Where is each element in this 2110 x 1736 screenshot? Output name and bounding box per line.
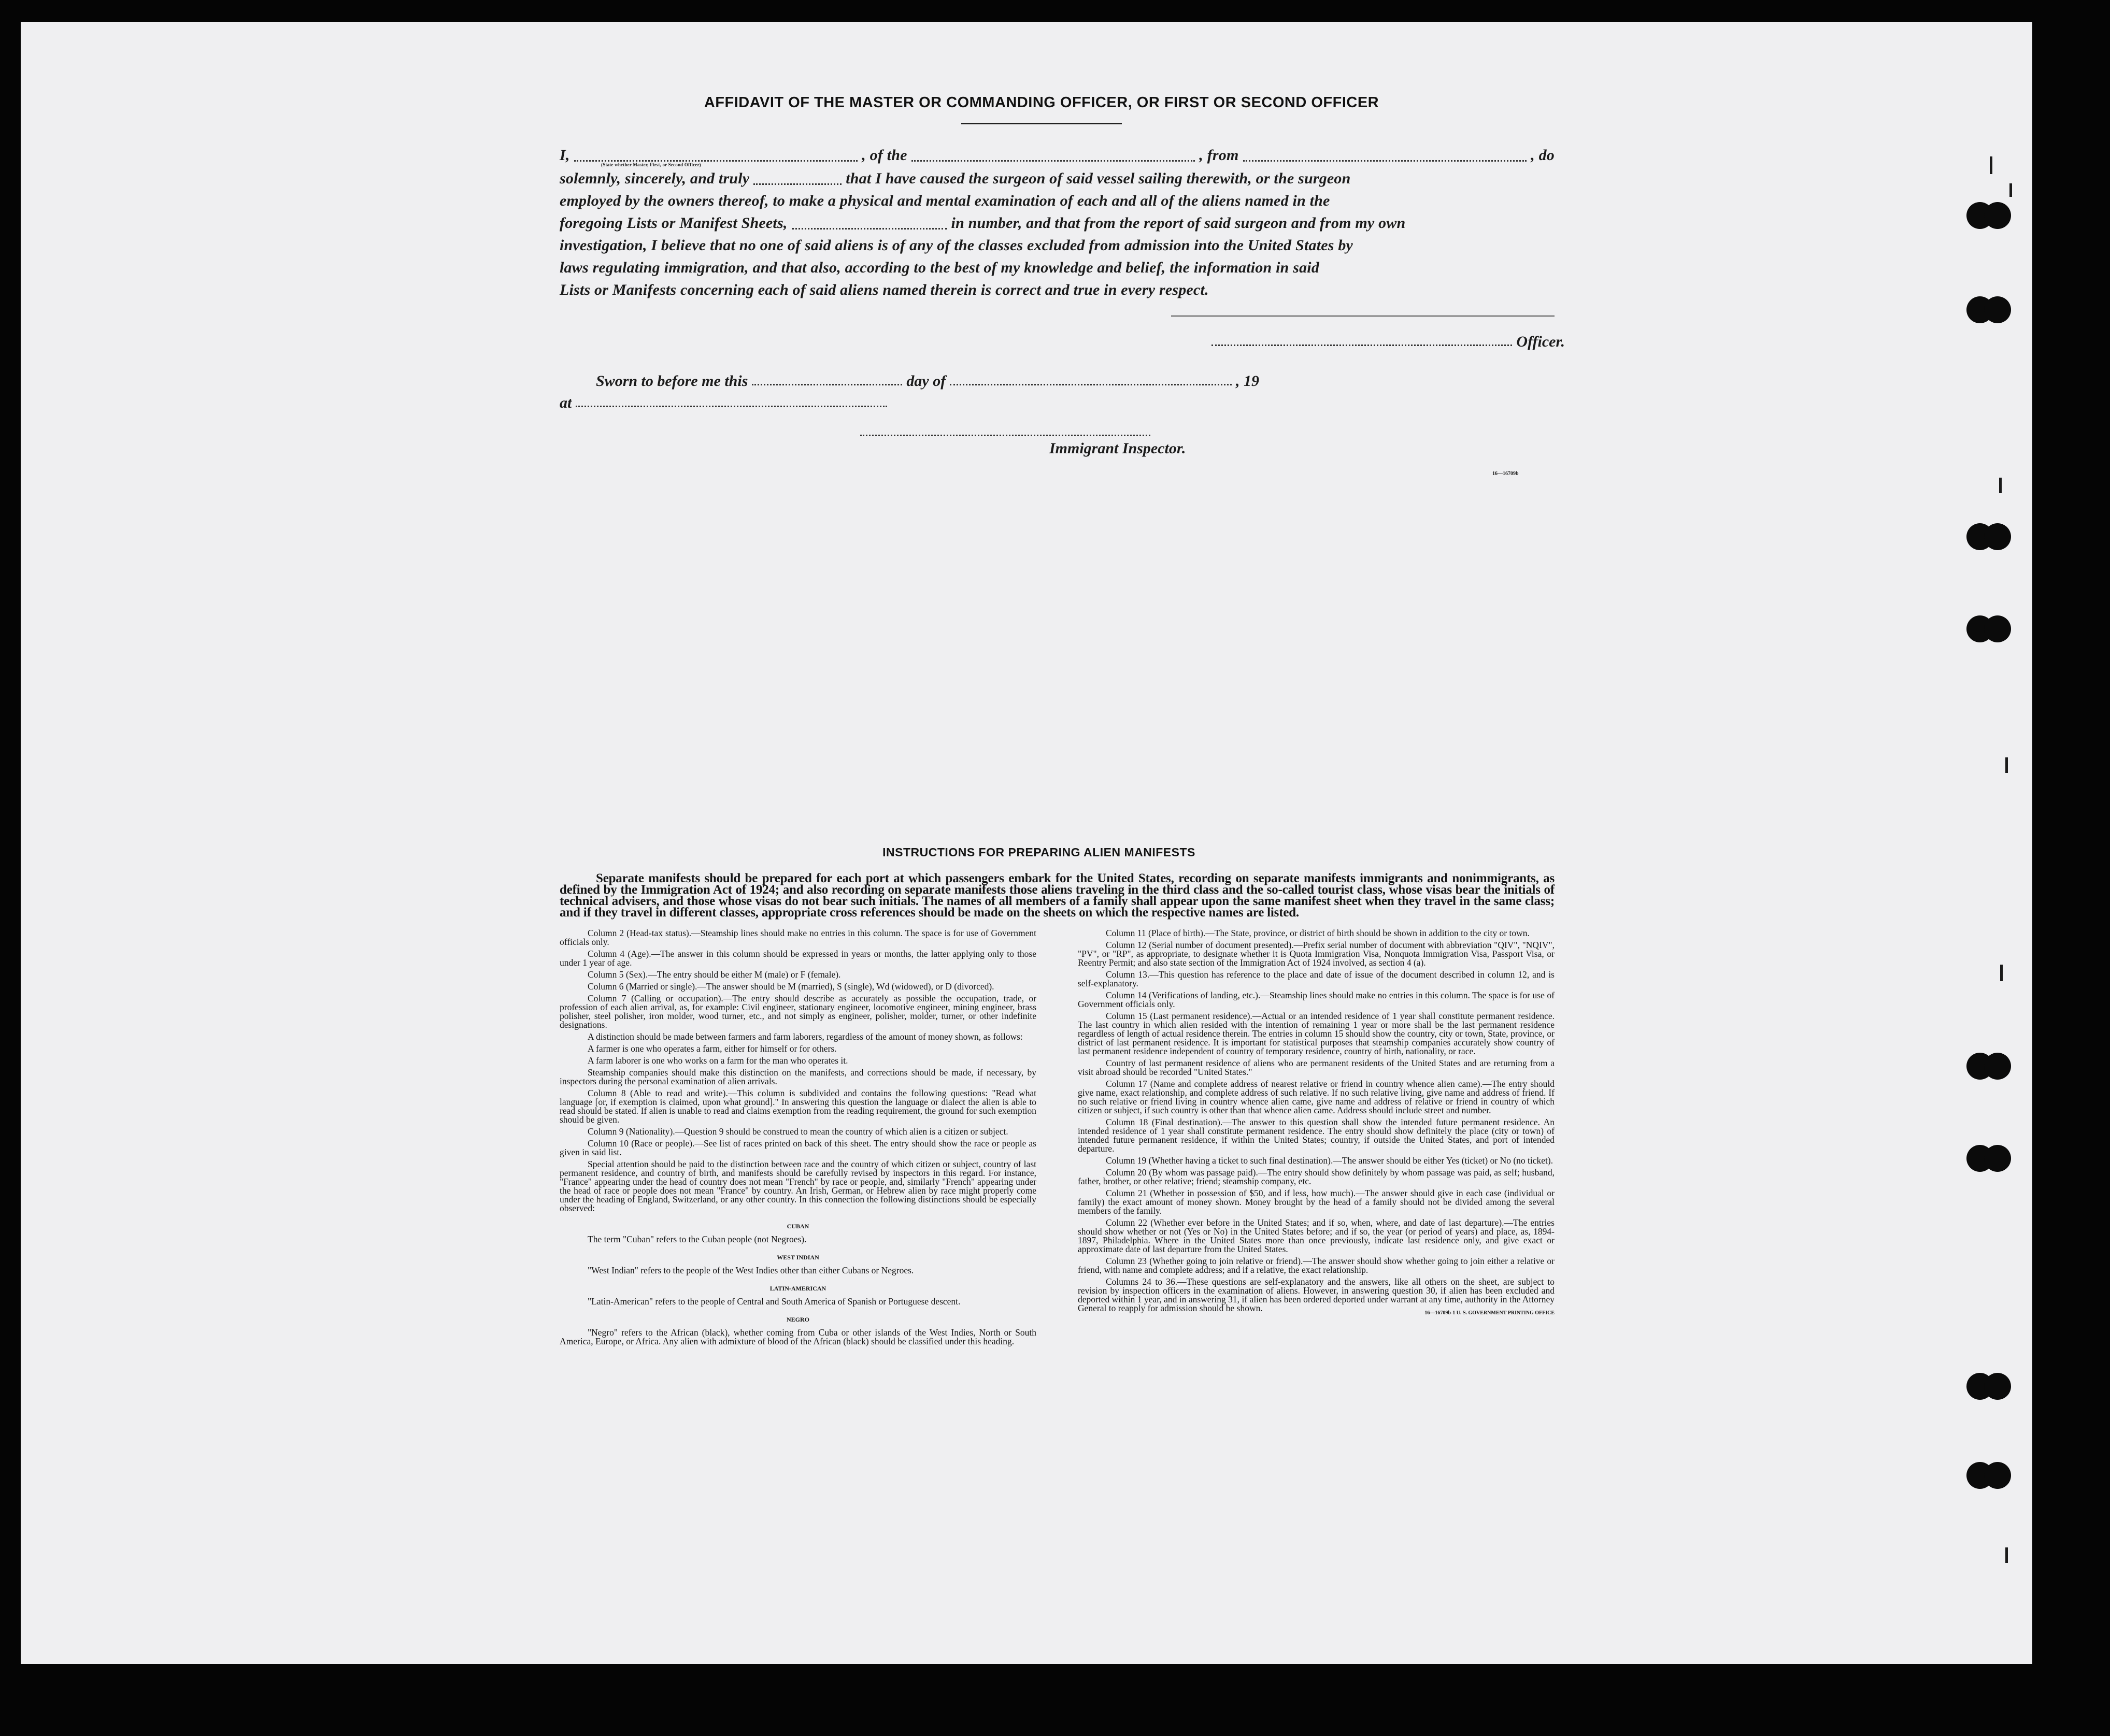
oath-form-field[interactable]	[753, 183, 842, 185]
inspector-signature-field[interactable]	[860, 435, 1150, 436]
signature-block	[560, 301, 1565, 477]
sworn-month-field[interactable]	[950, 384, 1232, 385]
instruction-paragraph: Column 15 (Last permanent residence).—Actual or an intended residence of 1 year shall constitute permanent residence. The last country in which alien resided with the intention of remaining 1 year or more shall be the last permanent residence regardless of length of actual residence therein. The entries in column 15 should show the country, city or town, State, province, or district of last permanent residence. It is important for statistical purposes that steamship companies accurately show country of last permanent residence independent of country of temporary residence, country of birth, nationality, or race.	[1078, 1011, 1555, 1056]
affidavit-line-6: laws regulating immigration, and that also, according to the best of my knowledge and belief, the information in said	[560, 259, 1320, 276]
sworn-label: Sworn to before me this	[596, 372, 748, 390]
year-label: , 19	[1236, 372, 1259, 390]
place-line	[560, 394, 891, 412]
instructions-title: INSTRUCTIONS FOR PREPARING ALIEN MANIFESTS	[882, 845, 1195, 859]
affidavit-body	[560, 144, 1555, 301]
title-rule	[961, 123, 1122, 124]
signature-line[interactable]	[1171, 315, 1555, 317]
instruction-paragraph: Column 20 (By whom was passage paid).—The entry should show definitely by whom passage was paid, as self; husband, father, brother, or other relative; friend; steamship company, etc.	[1078, 1167, 1555, 1186]
instruction-paragraph: Column 8 (Able to read and write).—This column is subdivided and contains the following questions: "Read what language [or, if exemption is claimed, upon what ground]." In answering this question the language or dialect the alien is able to read should be stated. If alien is unable to read and claims exemption from the reading requirement, the ground for such exemption should be given.	[560, 1088, 1036, 1125]
instruction-paragraph: Column 4 (Age).—The answer in this column should be expressed in years or months, the latter applying only to those under 1 year of age.	[560, 949, 1036, 968]
affidavit-text: I,	[560, 147, 570, 164]
instruction-paragraph: Column 7 (Calling or occupation).—The entry should describe as accurately as possible the occupation, trade, or profession of each alien arrival, as, for example: Civil engineer, stationary engineer, locomotive engineer, mining engineer, brass polisher, steel polisher, iron molder, wood turner, etc., and not simply as engineer, polisher, molder, turner, or other indefinite designations.	[560, 993, 1036, 1030]
instruction-paragraph: Steamship companies should make this distinction on the manifests, and corrections should be made, if necessary, by inspectors during the personal examination of alien arrivals.	[560, 1067, 1036, 1086]
manifest-sheet	[21, 22, 2032, 1664]
section-heading-cuban: CUBAN	[787, 1223, 809, 1230]
punch-hole	[1966, 615, 2010, 642]
affidavit-line-4	[560, 212, 1555, 234]
vessel-name-field[interactable]	[911, 160, 1195, 162]
instruction-paragraph: Column 10 (Race or people).—See list of races printed on back of this sheet. The entry should show the race or people as given in said list.	[560, 1138, 1036, 1157]
instruction-paragraph: Column 14 (Verifications of landing, etc.).—Steamship lines should make no entries in this column. The space is for use of Government officials only.	[1078, 990, 1555, 1009]
place-field[interactable]	[576, 406, 887, 407]
form-number: 16—16709b	[1492, 471, 1519, 477]
officer-rank-field[interactable]	[574, 160, 858, 162]
alien-count-field[interactable]	[792, 228, 947, 229]
instruction-paragraph: Column 5 (Sex).—The entry should be either M (male) or F (female).	[588, 969, 841, 980]
edge-mark	[2009, 183, 2012, 197]
instruction-paragraph: Column 17 (Name and complete address of nearest relative or friend in country whence alien came).—The entry should give name, exact relationship, and complete address of such relative. If no such relative living, give name and address of friend. If no such relative or friend living in country whence alien came, give name and address of relative or friend in country of which citizen or subject, if such country is other than that whence alien came. Address should include street and number.	[1078, 1079, 1555, 1115]
officer-signature-field[interactable]	[1211, 345, 1512, 346]
affidavit-section	[560, 94, 1565, 477]
section-heading-west-indian: WEST INDIAN	[777, 1254, 819, 1261]
instructions-intro: Separate manifests should be prepared for each port at which passengers embark for the United States, recording on separate manifests immigrants and nonimmigrants, as defined by the Immigration Act of 1924; and also recording on separate manifests those aliens traveling in the third class and the so-called tourist class, whose visas bear the initials of technical advisers, and those whose visas do not bear such initials. The names of all members of a family shall appear upon the same manifest sheet when they travel in the same class; and if they travel in different classes, appropriate cross references should be made on the sheets on which the respective names are listed.	[560, 871, 1555, 920]
inspector-label: Immigrant Inspector.	[1049, 440, 1186, 457]
edge-mark	[1999, 478, 2002, 493]
punch-hole	[1966, 1145, 2010, 1172]
edge-mark	[2000, 965, 2003, 981]
officer-signature	[1207, 333, 1565, 351]
instruction-paragraph: The term "Cuban" refers to the Cuban people (not Negroes).	[588, 1234, 807, 1244]
edge-mark	[2005, 757, 2008, 773]
affidavit-text: foregoing Lists or Manifest Sheets,	[560, 214, 788, 232]
instruction-paragraph: A farmer is one who operates a farm, either for himself or for others.	[588, 1043, 837, 1054]
affidavit-text: that I have caused the surgeon of said vessel sailing therewith, or the surgeon	[846, 170, 1351, 187]
punch-hole	[1966, 523, 2010, 550]
affidavit-text: solemnly, sincerely, and truly	[560, 170, 750, 187]
instruction-paragraph: Column 23 (Whether going to join relative or friend).—The answer should show whether going to join either a relative or friend, with name and complete address; and if a relative, the exact relationship.	[1078, 1256, 1555, 1275]
section-heading-latin-american: LATIN-AMERICAN	[769, 1285, 826, 1292]
instruction-paragraph: Column 19 (Whether having a ticket to such final destination).—The answer should be either Yes (ticket) or No (no ticket).	[1106, 1155, 1553, 1166]
instruction-paragraph: Column 9 (Nationality).—Question 9 should be construed to mean the country of which alien is a citizen or subject.	[588, 1126, 1008, 1137]
punch-hole	[1966, 1053, 2010, 1080]
at-label: at	[560, 394, 572, 411]
edge-mark	[1990, 156, 1992, 174]
instructions-section	[560, 845, 1555, 1561]
punch-hole	[1966, 1373, 2010, 1400]
affidavit-line-7: Lists or Manifests concerning each of said aliens named therein is correct and true in every respect.	[560, 281, 1209, 298]
affidavit-line-5: investigation, I believe that no one of said aliens is of any of the classes excluded from admission into the United States by	[560, 237, 1353, 254]
instructions-columns	[560, 929, 1555, 1561]
instruction-paragraph: Column 6 (Married or single).—The answer should be M (married), S (single), Wd (widowed), or D (divorced).	[588, 981, 994, 992]
affidavit-text: in number, and that from the report of said surgeon and from my own	[951, 214, 1406, 232]
instruction-paragraph: "Negro" refers to the African (black), whether coming from Cuba or other islands of the West Indies, North or South America, Europe, or Africa. Any alien with admixture of blood of the African (black) should be classified under this heading.	[560, 1327, 1036, 1346]
port-field[interactable]	[1243, 160, 1527, 162]
instruction-paragraph: Column 13.—This question has reference to the place and date of issue of the document described in column 12, and is self-explanatory.	[1078, 969, 1555, 988]
affidavit-text: , of the	[862, 147, 907, 164]
section-heading-negro: NEGRO	[786, 1316, 809, 1323]
instruction-paragraph: Special attention should be paid to the distinction between race and the country of which citizen or subject, country of last permanent residence, and country of birth, and manifests should be carefully revised by inspectors in this regard. For instance, "France" appearing under the head of country does not mean "French" by race or people, and, similarly "French" appearing under the head of race or people does not mean "France" by country. An Irish, German, or Hebrew alien by race might properly come under the heading of England, Switzerland, or any other country. In this connection the following distinctions should be especially observed:	[560, 1159, 1036, 1213]
affidavit-line-3: employed by the owners thereof, to make a physical and mental examination of each and all of the aliens named in the	[560, 192, 1330, 209]
instruction-paragraph: "West Indian" refers to the people of the West Indies other than either Cubans or Negroes.	[588, 1265, 914, 1275]
instruction-paragraph: Column 12 (Serial number of document presented).—Prefix serial number of document with abbreviation "QIV", "NQIV", "PV", or "RP", as appropriate, to designate whether it is Quota Immigration Visa, Nonquota Immigration Visa, Passport Visa, or Reentry Permit; and also state section of the Immigration Act of 1924 involved, as section 4 (a).	[1078, 940, 1555, 968]
instruction-paragraph: "Latin-American" refers to the people of Central and South America of Spanish or Portuguese descent.	[588, 1296, 961, 1307]
instruction-paragraph: A distinction should be made between farmers and farm laborers, regardless of the amount of money shown, as follows:	[588, 1031, 1023, 1042]
instruction-paragraph: Country of last permanent residence of aliens who are permanent residents of the United States and are returning from a visit abroad should be recorded "United States."	[1078, 1058, 1555, 1077]
instruction-paragraph: A farm laborer is one who works on a farm for the man who operates it.	[588, 1055, 848, 1066]
affidavit-title: AFFIDAVIT OF THE MASTER OR COMMANDING OFFICER, OR FIRST OR SECOND OFFICER	[704, 94, 1379, 111]
affidavit-text: , do	[1531, 147, 1555, 164]
instruction-paragraph: Column 22 (Whether ever before in the United States; and if so, when, where, and date of last departure).—The entries should show whether or not (Yes or No) in the United States before; and if so, the year (or period of years) and place, as, 1894-1897, Philadelphia. Where in the United States more than once previously, indicate last residence only, and give exact or approximate date of last departure from the United States.	[1078, 1217, 1555, 1254]
sworn-line	[596, 372, 1259, 390]
punch-hole	[1966, 1462, 2010, 1489]
printing-office-imprint: 16—16709b-1 U. S. GOVERNMENT PRINTING OFFICE	[1424, 1310, 1555, 1316]
edge-mark	[2005, 1547, 2008, 1563]
instruction-paragraph: Column 2 (Head-tax status).—Steamship lines should make no entries in this column. The space is for use of Government officials only.	[560, 928, 1036, 947]
punch-hole	[1966, 296, 2010, 323]
instruction-paragraph: Column 21 (Whether in possession of $50, and if less, how much).—The answer should give in each case (individual or family) the exact amount of money shown. Money brought by the head of a family should not be divided among the several members of the family.	[1078, 1188, 1555, 1216]
sworn-day-field[interactable]	[752, 384, 902, 385]
day-of-label: day of	[906, 372, 946, 390]
instructions-right-column	[1078, 929, 1555, 1317]
rank-instruction-note: (State whether Master, First, or Second Officer)	[601, 162, 701, 167]
affidavit-line-2	[560, 167, 1555, 190]
instruction-paragraph: Columns 24 to 36.—These questions are self-explanatory and the answers, like all others on the sheet, are subject to revision by inspection officers in the examination of aliens. However, in answering question 30, if alien has been excluded and deported within 1 year, and in answering 31, if alien has been ordered deported under warrant at any time, authority in the Attorney General to reapply for admission should be shown.	[1078, 1276, 1555, 1313]
instruction-paragraph: Column 18 (Final destination).—The answer to this question shall show the intended future permanent residence. An intended residence of 1 year shall constitute permanent residence. The entry should show definitely the place (city or town) of intended future permanent residence, if within the United States; country, if outside the United States, and port of intended departure.	[1078, 1117, 1555, 1154]
officer-label: Officer.	[1516, 333, 1565, 350]
instructions-left-column	[560, 929, 1036, 1349]
punch-hole	[1966, 202, 2010, 229]
instruction-paragraph: Column 11 (Place of birth).—The State, province, or district of birth should be shown in addition to the city or town.	[1106, 928, 1530, 938]
affidavit-text: , from	[1199, 147, 1239, 164]
